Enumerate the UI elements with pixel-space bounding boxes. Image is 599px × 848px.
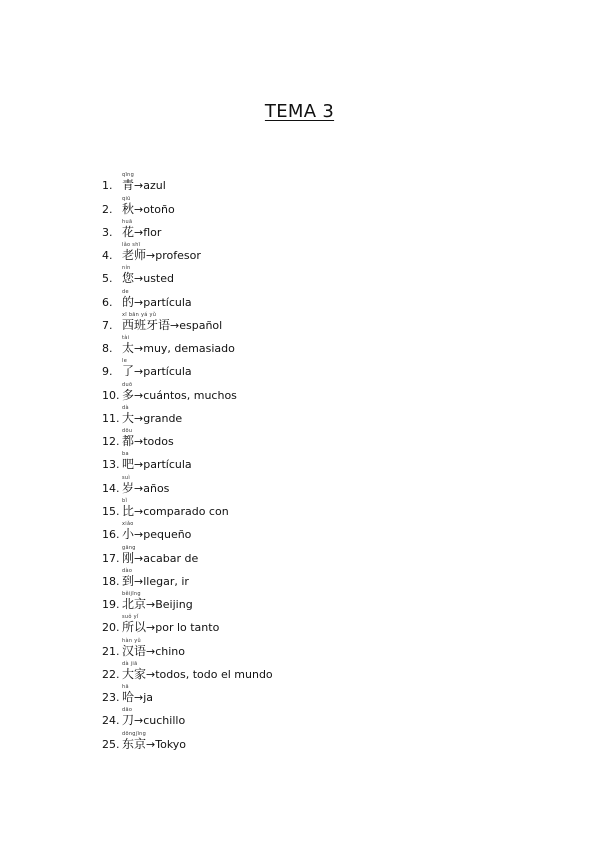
vocab-item	[102, 495, 273, 518]
arrow-icon: →	[134, 481, 144, 495]
vocab-item	[102, 565, 273, 588]
arrow-icon: →	[146, 621, 156, 635]
spanish-meaning: grande	[143, 411, 183, 425]
spanish-meaning: otoño	[143, 202, 175, 216]
vocab-item	[102, 704, 273, 727]
item-number: 1.	[102, 179, 113, 193]
spanish-meaning: partícula	[143, 458, 192, 472]
vocab-item	[102, 169, 273, 192]
spanish-meaning: azul	[143, 179, 166, 193]
vocab-item	[102, 611, 273, 634]
hanzi-word: 到	[122, 573, 135, 588]
spanish-meaning: cuchillo	[143, 714, 186, 728]
hanzi-word: 大家	[122, 666, 147, 681]
spanish-meaning: ja	[143, 691, 154, 705]
item-number: 3.	[102, 225, 113, 239]
hanzi-word: 小	[122, 527, 135, 542]
spanish-meaning: muy, demasiado	[143, 342, 235, 356]
item-number: 14.	[102, 481, 120, 495]
spanish-meaning: por lo tanto	[155, 621, 220, 635]
arrow-icon: →	[146, 737, 156, 751]
arrow-icon: →	[134, 411, 144, 425]
spanish-meaning: pequeño	[143, 528, 192, 542]
vocab-item	[102, 658, 273, 681]
item-number: 23.	[102, 691, 120, 705]
arrow-icon: →	[146, 598, 156, 612]
vocab-item	[102, 192, 273, 215]
item-number: 8.	[102, 342, 113, 356]
pinyin-annotation: hā	[122, 684, 129, 691]
pinyin-annotation: lǎo shī	[122, 242, 141, 249]
arrow-icon: →	[134, 295, 144, 309]
arrow-icon: →	[134, 504, 144, 518]
hanzi-with-pinyin	[122, 567, 135, 588]
hanzi-with-pinyin	[122, 730, 147, 751]
hanzi-word: 秋	[122, 201, 135, 216]
item-number: 2.	[102, 202, 113, 216]
vocab-item	[102, 216, 273, 239]
pinyin-annotation: dào	[122, 567, 133, 574]
spanish-meaning: todos, todo el mundo	[155, 667, 273, 681]
arrow-icon: →	[146, 249, 156, 263]
arrow-icon: →	[134, 202, 144, 216]
hanzi-word: 老师	[122, 248, 147, 263]
hanzi-word: 北京	[122, 597, 147, 612]
hanzi-with-pinyin	[122, 521, 135, 542]
item-number: 12.	[102, 435, 120, 449]
spanish-meaning: profesor	[155, 249, 201, 263]
spanish-meaning: cuántos, muchos	[143, 388, 237, 402]
arrow-icon: →	[134, 691, 144, 705]
hanzi-word: 比	[122, 503, 135, 518]
pinyin-annotation: xiǎo	[122, 521, 134, 528]
hanzi-with-pinyin	[122, 381, 135, 402]
hanzi-word: 您	[122, 271, 135, 286]
item-number: 19.	[102, 598, 120, 612]
vocabulary-list	[102, 169, 273, 751]
hanzi-with-pinyin	[122, 288, 135, 309]
hanzi-with-pinyin	[122, 614, 147, 635]
hanzi-word: 太	[122, 341, 135, 356]
hanzi-word: 刚	[122, 550, 135, 565]
pinyin-annotation: le	[122, 358, 128, 365]
hanzi-with-pinyin	[122, 707, 135, 728]
item-number: 4.	[102, 249, 113, 263]
arrow-icon: →	[134, 435, 144, 449]
arrow-icon: →	[134, 528, 144, 542]
hanzi-with-pinyin	[122, 311, 171, 332]
item-number: 24.	[102, 714, 120, 728]
arrow-icon: →	[134, 574, 144, 588]
pinyin-annotation: dāo	[122, 707, 133, 714]
vocab-item	[102, 239, 273, 262]
hanzi-with-pinyin	[122, 172, 135, 193]
item-number: 25.	[102, 737, 120, 751]
item-number: 18.	[102, 574, 120, 588]
pinyin-annotation: qīng	[122, 172, 135, 179]
item-number: 11.	[102, 411, 120, 425]
item-number: 20.	[102, 621, 120, 635]
hanzi-word: 的	[122, 294, 135, 309]
item-number: 17.	[102, 551, 120, 565]
arrow-icon: →	[134, 388, 144, 402]
hanzi-with-pinyin	[122, 428, 135, 449]
pinyin-annotation: dōu	[122, 428, 133, 435]
hanzi-with-pinyin	[122, 497, 135, 518]
hanzi-word: 青	[122, 178, 135, 193]
spanish-meaning: español	[179, 318, 223, 332]
spanish-meaning: Tokyo	[155, 737, 187, 751]
hanzi-word: 多	[122, 387, 135, 402]
vocab-item	[102, 727, 273, 750]
arrow-icon: →	[134, 272, 144, 286]
vocab-item	[102, 262, 273, 285]
pinyin-annotation: běijīng	[122, 591, 141, 598]
hanzi-word: 大	[122, 410, 135, 425]
arrow-icon: →	[134, 458, 144, 472]
pinyin-annotation: huā	[122, 218, 133, 225]
pinyin-annotation: suǒ yǐ	[122, 614, 139, 621]
item-number: 6.	[102, 295, 113, 309]
vocab-item	[102, 285, 273, 308]
arrow-icon: →	[170, 318, 180, 332]
vocab-item	[102, 332, 273, 355]
item-number: 16.	[102, 528, 120, 542]
spanish-meaning: chino	[155, 644, 186, 658]
hanzi-with-pinyin	[122, 358, 135, 379]
hanzi-word: 都	[122, 434, 135, 449]
hanzi-word: 刀	[122, 713, 135, 728]
vocab-item	[102, 588, 273, 611]
hanzi-with-pinyin	[122, 474, 135, 495]
arrow-icon: →	[134, 365, 144, 379]
spanish-meaning: usted	[143, 272, 174, 286]
spanish-meaning: flor	[143, 225, 162, 239]
item-number: 13.	[102, 458, 120, 472]
pinyin-annotation: bǐ	[122, 497, 128, 504]
hanzi-with-pinyin	[122, 637, 147, 658]
pinyin-annotation: de	[122, 288, 129, 295]
spanish-meaning: acabar de	[143, 551, 199, 565]
item-number: 21.	[102, 644, 120, 658]
vocab-item	[102, 448, 273, 471]
vocab-item	[102, 309, 273, 332]
vocab-item	[102, 402, 273, 425]
pinyin-annotation: nín	[122, 265, 131, 272]
pinyin-annotation: dōngjīng	[122, 730, 147, 737]
spanish-meaning: partícula	[143, 295, 192, 309]
vocab-item	[102, 355, 273, 378]
vocab-item	[102, 634, 273, 657]
vocab-item	[102, 471, 273, 494]
hanzi-with-pinyin	[122, 265, 135, 286]
arrow-icon: →	[134, 342, 144, 356]
item-number: 10.	[102, 388, 120, 402]
arrow-icon: →	[134, 225, 144, 239]
spanish-meaning: partícula	[143, 365, 192, 379]
hanzi-with-pinyin	[122, 660, 147, 681]
arrow-icon: →	[134, 714, 144, 728]
pinyin-annotation: xī bān yá yǔ	[122, 311, 157, 318]
vocab-item	[102, 681, 273, 704]
arrow-icon: →	[146, 667, 156, 681]
vocab-item	[102, 425, 273, 448]
spanish-meaning: todos	[143, 435, 174, 449]
hanzi-with-pinyin	[122, 591, 147, 612]
hanzi-with-pinyin	[122, 242, 147, 263]
pinyin-annotation: dà jiā	[122, 660, 138, 667]
hanzi-word: 花	[122, 224, 135, 239]
item-number: 15.	[102, 504, 120, 518]
pinyin-annotation: dà	[122, 404, 129, 411]
hanzi-word: 东京	[122, 736, 147, 751]
spanish-meaning: llegar, ir	[143, 574, 189, 588]
hanzi-word: 汉语	[122, 643, 147, 658]
vocab-item	[102, 378, 273, 401]
hanzi-with-pinyin	[122, 195, 135, 216]
item-number: 9.	[102, 365, 113, 379]
pinyin-annotation: suì	[122, 474, 131, 481]
hanzi-with-pinyin	[122, 404, 135, 425]
hanzi-word: 所以	[122, 620, 147, 635]
pinyin-annotation: gāng	[122, 544, 136, 551]
hanzi-with-pinyin	[122, 544, 136, 565]
spanish-meaning: comparado con	[143, 504, 229, 518]
hanzi-with-pinyin	[122, 684, 135, 705]
hanzi-with-pinyin	[122, 218, 135, 239]
vocab-item	[102, 541, 273, 564]
pinyin-annotation: ba	[122, 451, 129, 458]
hanzi-with-pinyin	[122, 335, 135, 356]
pinyin-annotation: qiū	[122, 195, 131, 202]
item-number: 22.	[102, 667, 120, 681]
hanzi-word: 西班牙语	[122, 317, 171, 332]
arrow-icon: →	[134, 551, 144, 565]
hanzi-word: 吧	[122, 457, 135, 472]
hanzi-with-pinyin	[122, 451, 135, 472]
page-title: TEMA 3	[264, 101, 335, 122]
arrow-icon: →	[146, 644, 156, 658]
hanzi-word: 哈	[122, 690, 135, 705]
pinyin-annotation: tài	[122, 335, 130, 342]
item-number: 5.	[102, 272, 113, 286]
hanzi-word: 岁	[122, 480, 135, 495]
pinyin-annotation: hàn yǔ	[122, 637, 141, 644]
item-number: 7.	[102, 318, 113, 332]
spanish-meaning: años	[143, 481, 170, 495]
vocab-item	[102, 518, 273, 541]
hanzi-word: 了	[122, 364, 135, 379]
pinyin-annotation: duō	[122, 381, 133, 388]
spanish-meaning: Beijing	[155, 598, 193, 612]
arrow-icon: →	[134, 179, 144, 193]
